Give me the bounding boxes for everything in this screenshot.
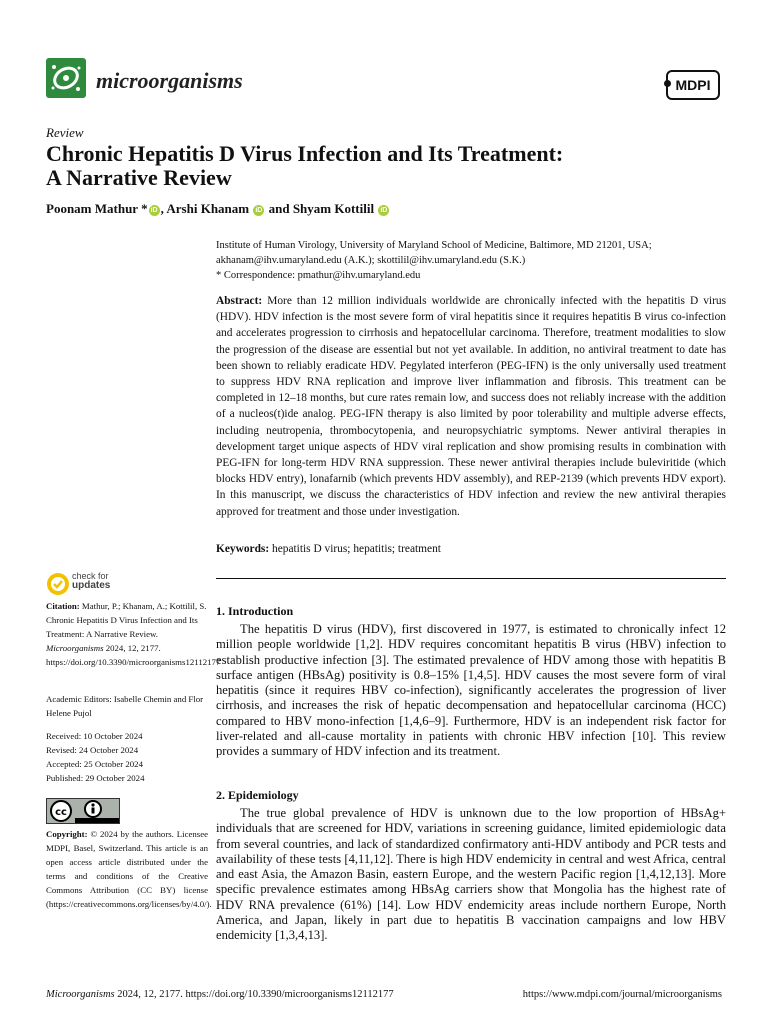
orcid-icon[interactable]: iD xyxy=(380,207,388,214)
title-line-2: A Narrative Review xyxy=(46,165,232,190)
svg-text:cc: cc xyxy=(55,807,67,818)
academic-editors: Academic Editors: Isabelle Chemin and Flor Helene Pujol xyxy=(46,694,204,718)
check-updates-icon xyxy=(46,572,70,596)
citation-text: Mathur, P.; Khanam, A.; Kottilil, S. Chronic Hepatitis D Virus Infection and Its Treatment: A Narrative Review. xyxy=(46,601,207,639)
cc-by-icon xyxy=(47,799,119,823)
article-title xyxy=(46,142,686,190)
date-published: Published: 29 October 2024 xyxy=(46,773,145,783)
footer-citation xyxy=(46,989,394,1000)
cc-by-license-badge[interactable] xyxy=(46,798,120,824)
section-heading: 2. Epidemiology xyxy=(216,788,299,802)
publisher-logo xyxy=(666,70,720,100)
keywords-label: Keywords: xyxy=(216,543,270,555)
journal-name: microorganisms xyxy=(96,68,243,93)
divider xyxy=(216,578,726,579)
check-updates-line2: updates xyxy=(72,580,111,591)
copyright-text: © 2024 by the authors. Licensee MDPI, Basel, Switzerland. This article is an open access article distributed under the terms and conditions of the Creative Commons Attribution (CC BY) license (https://creativecommons.org/licenses/by/4.0/). xyxy=(46,829,212,909)
orcid-icon[interactable]: iD xyxy=(255,207,263,214)
orcid-icon[interactable]: iD xyxy=(150,207,158,214)
keywords-text: hepatitis D virus; hepatitis; treatment xyxy=(272,543,441,555)
footer-doi[interactable]: 2024, 12, 2177. https://doi.org/10.3390/microorganisms12112177 xyxy=(114,989,394,1000)
section-text xyxy=(216,806,726,944)
epidemiology-paragraph: The true global prevalence of HDV is unknown due to the low proportion of HBsAg+ individuals that are screened for HDV, variations in screening guidance, limited epidemiologic data from several countries, and lack of standardized confirmatory anti-HDV antibody and PCR tests and availability of these tests [4,11,12]. There is high HDV endemicity in central and west Africa, central and east Asia, the Amazon Basin, eastern Europe, and the western Pacific region [1,4,12,13]. More specific prevalence estimates among HBsAg carriers show that Mongolia has the highest rate of HDV RNA prevalence (61%) [14]. Low HDV endemicity areas include northern Europe, North America, and Japan, likely in part due to hepatitis B vaccination campaigns and low HBV endemicity [1,3,4,13]. xyxy=(216,806,726,943)
copyright-notice xyxy=(46,827,212,911)
section-heading: 1. Introduction xyxy=(216,604,294,618)
citation-journal: Microorganisms xyxy=(46,643,104,653)
abstract xyxy=(216,293,726,520)
author-2[interactable]: , Arshi Khanam xyxy=(160,201,253,216)
check-for-updates-button[interactable] xyxy=(46,571,166,597)
date-accepted: Accepted: 25 October 2024 xyxy=(46,759,143,769)
correspondence[interactable]: * Correspondence: pmathur@ihv.umaryland.edu xyxy=(216,270,421,281)
date-received: Received: 10 October 2024 xyxy=(46,731,143,741)
affiliation-block xyxy=(216,238,716,283)
copyright-label: Copyright: xyxy=(46,829,88,839)
author-list xyxy=(46,201,390,217)
journal-logo-icon xyxy=(46,58,86,98)
footer-journal-url[interactable]: https://www.mdpi.com/journal/microorganisms xyxy=(522,989,722,1000)
author-1[interactable]: Poonam Mathur * xyxy=(46,201,148,216)
keywords xyxy=(216,543,726,555)
publication-dates xyxy=(46,729,208,785)
footer-journal: Microorganisms xyxy=(46,989,115,1000)
article-type: Review xyxy=(46,125,84,140)
title-line-1: Chronic Hepatitis D Virus Infection and Its Treatment: xyxy=(46,141,564,166)
abstract-label: Abstract: xyxy=(216,295,263,307)
check-updates-line1: check for xyxy=(72,571,109,581)
date-revised: Revised: 24 October 2024 xyxy=(46,745,139,755)
section-text xyxy=(216,622,726,760)
citation xyxy=(46,599,221,669)
citation-doi[interactable]: 2024, 12, 2177. https://doi.org/10.3390/microorganisms12112177 xyxy=(46,643,221,667)
author-3[interactable]: and Shyam Kottilil xyxy=(265,201,378,216)
abstract-text: More than 12 million individuals worldwide are chronically infected with the hepatitis D virus (HDV). HDV infection is the most severe form of viral hepatitis since it requires hepatitis B virus co-infection and accelerates progression to cirrhosis and hepatocellular carcinoma. Therefore, treatment modalities to slow the progression of the disease are essential but not yet available. In addition, no antiviral treatment to date has been shown to reliably eradicate HDV. Pegylated interferon (PEG-IFN) is the only universally used treatment to suppress HDV RNA replication and improve liver inflammation and fibrosis. This treatment can be completed in 12–18 months, but cure rates remain low, and success does not reliably increase with the addition of a nucleos(t)ide analog. PEG-IFN therapy is also limited by poor tolerability and multiple adverse effects, including neutropenia, thrombocytopenia, and neuropsychiatric symptoms. Newer antiviral therapies in development target unique aspects of HDV viral replication and show promising results in combination with PEG-IFN for long-term HDV RNA suppression. These newer antiviral therapies include buleviritide (which blocks HDV entry), lonafarnib (which prevents HDV assembly), and REP-2139 (which prevents HDV export). In this manuscript, we discuss the characteristics of HDV infection and review the new antiviral therapies approved for treatment and those under investigation. xyxy=(216,295,726,518)
citation-label: Citation: xyxy=(46,601,80,611)
introduction-paragraph: The hepatitis D virus (HDV), first discovered in 1977, is estimated to chronically infect 12 million people worldwide [1,2]. HDV requires concomitant hepatitis B virus (HBV) infection to establish productive infection [3]. The estimated prevalence of HDV among those with hepatitis B surface antigen (HBsAg) positivity is 0.8–15% [1,4,5]. HDV causes the most severe form of viral hepatitis (since it requires HBV co-infection), significantly accelerates the progression of liver cirrhosis, and increases the risk of hepatic decompensation and hepatocellular carcinoma (HCC) compared to HBV mono-infection [1,4,6–9]. Furthermore, HDV is an independent risk factor for liver-related and all-cause mortality in patients with chronic HBV infection [10]. This review provides a summary of HDV infection and its treatment. xyxy=(216,622,726,759)
affiliation: Institute of Human Virology, University of Maryland School of Medicine, Baltimore, MD 21201, USA; xyxy=(216,240,652,251)
publisher-name: MDPI xyxy=(675,77,711,93)
author-emails[interactable]: akhanam@ihv.umaryland.edu (A.K.); skottilil@ihv.umaryland.edu (S.K.) xyxy=(216,255,526,266)
